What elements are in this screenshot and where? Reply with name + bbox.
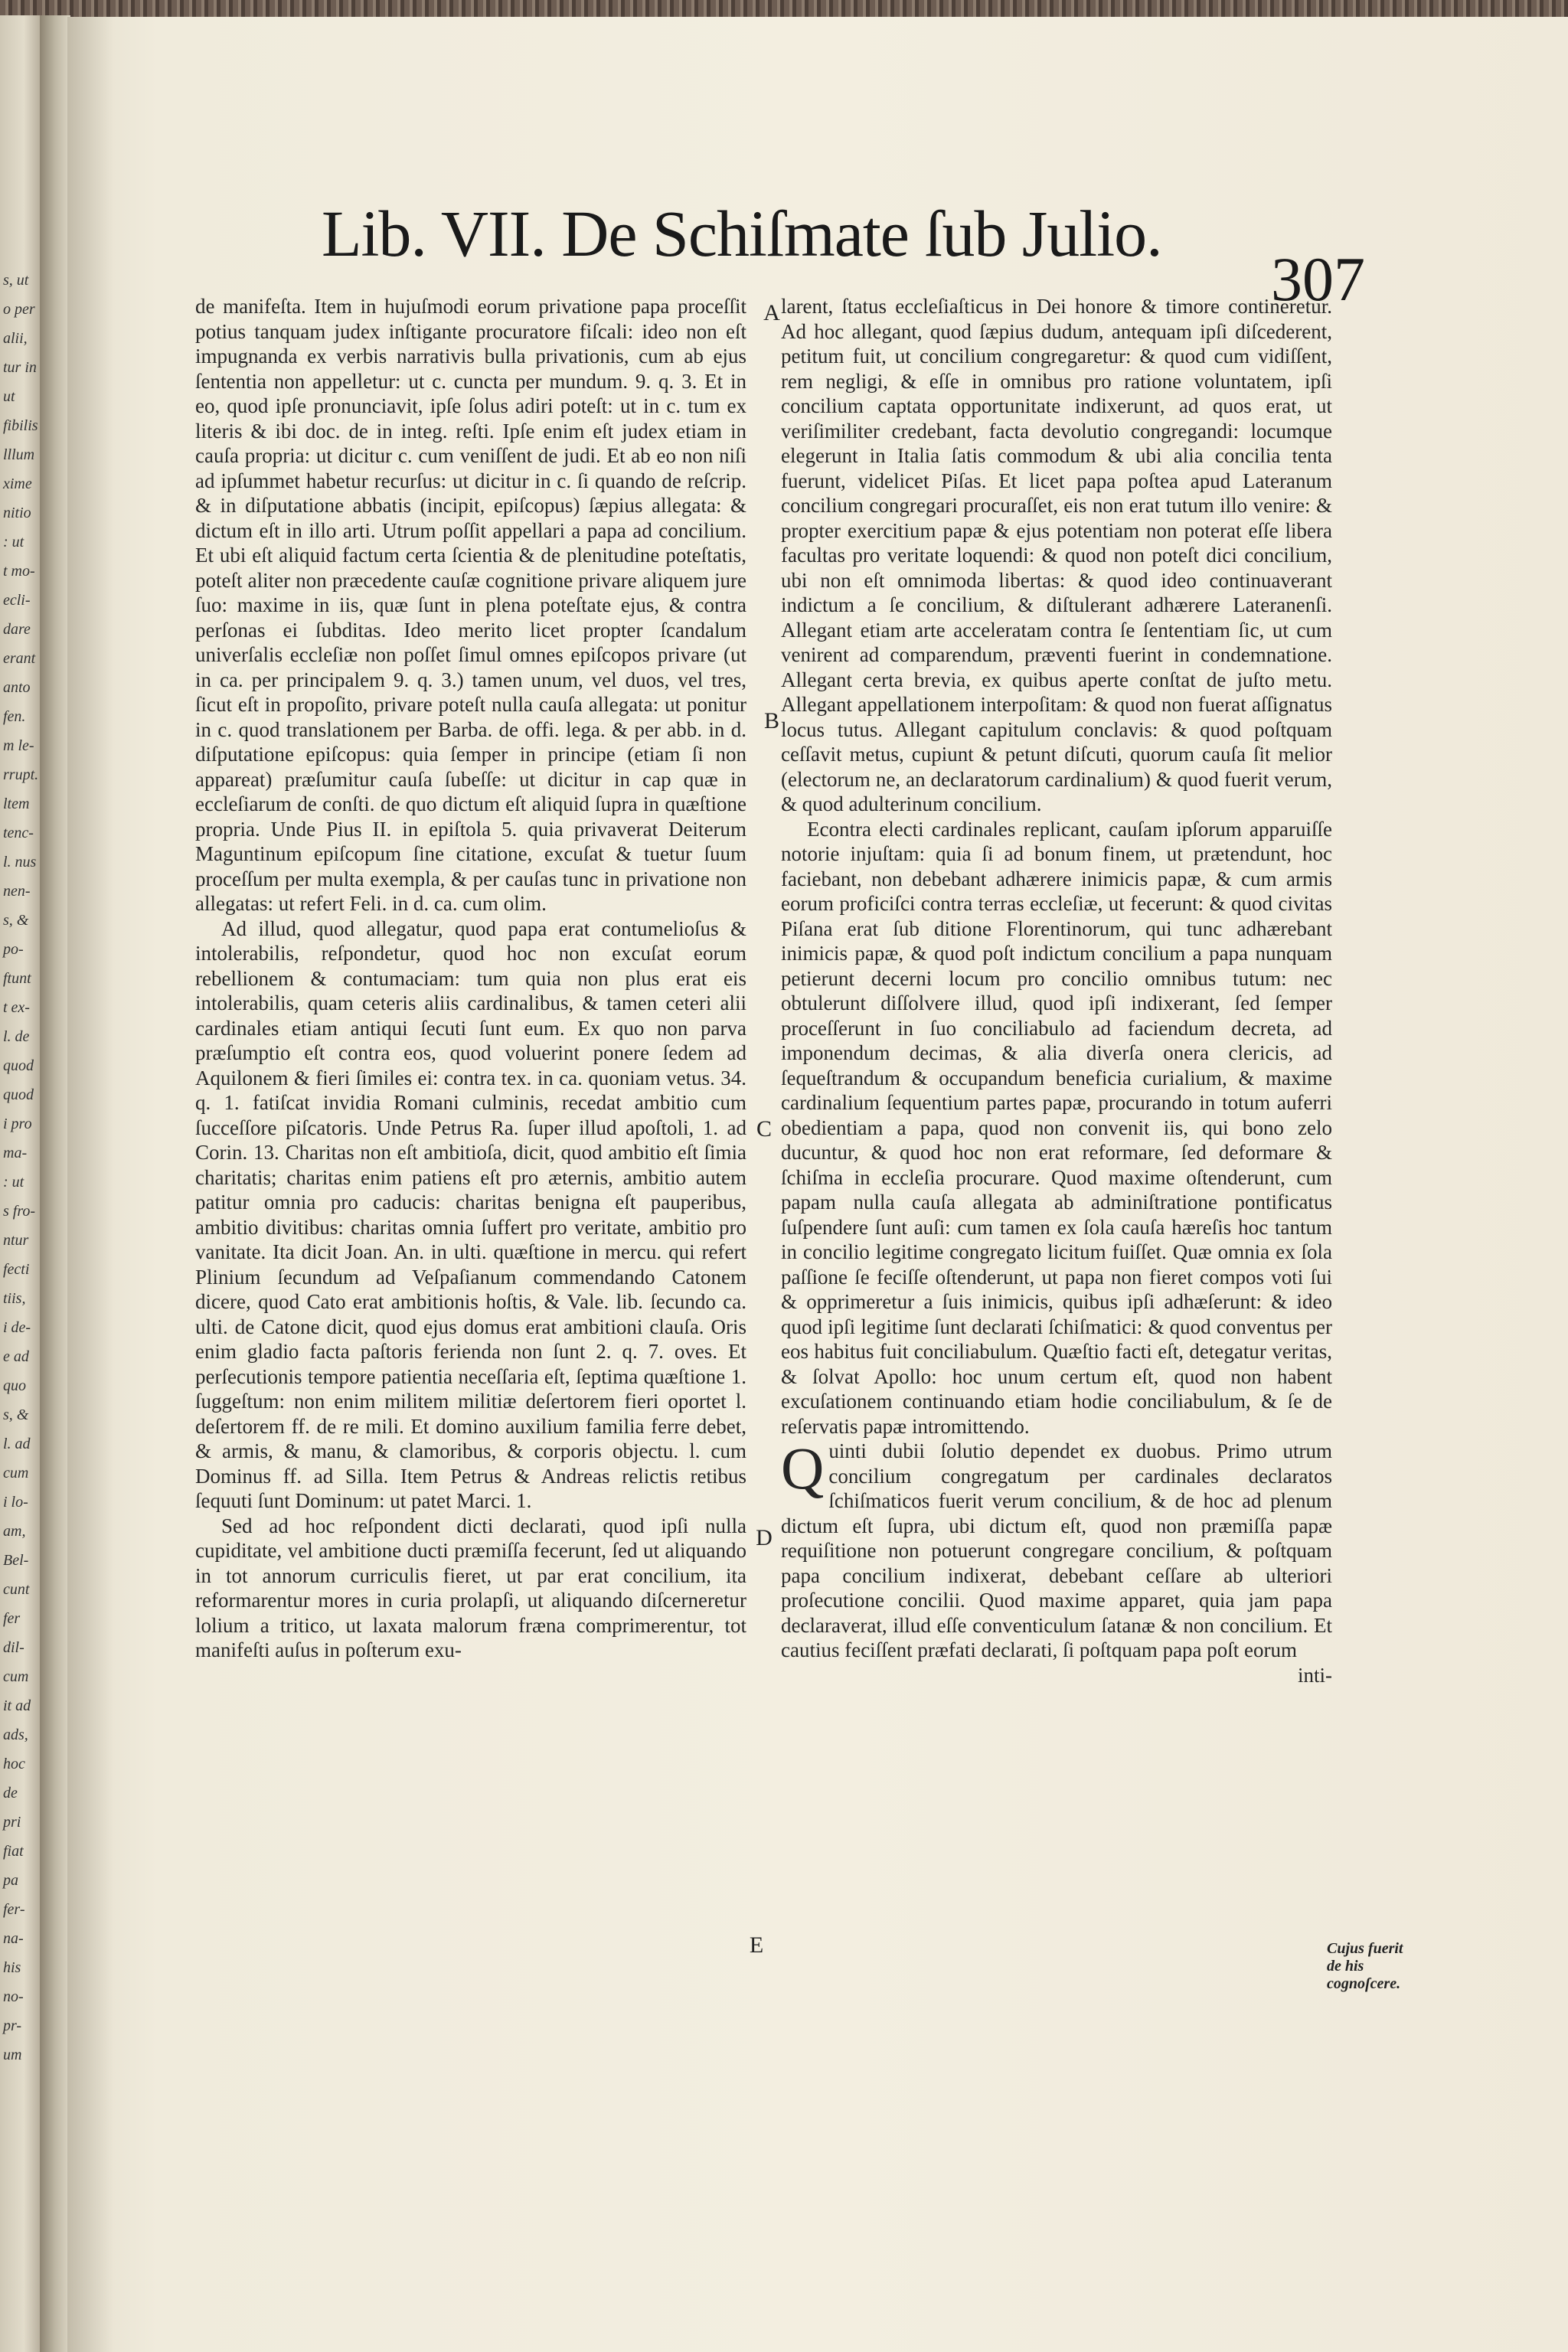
facing-page-fragment: fer — [3, 1610, 21, 1627]
facing-page-fragment: t mo- — [3, 563, 35, 580]
facing-page-fragment: lllum — [3, 446, 35, 463]
facing-page-fragment: quod — [3, 1086, 34, 1103]
page-number: 307 — [1271, 244, 1365, 314]
paragraph-with-dropcap — [781, 1435, 1332, 1663]
margin-letter-c: C — [756, 1116, 772, 1142]
facing-page-fragment: tenc- — [3, 825, 34, 841]
facing-page-fragment: Bel- — [3, 1552, 29, 1569]
facing-page-fragment: de — [3, 1785, 18, 1802]
facing-page-fragment: l. nus — [3, 854, 37, 871]
facing-page-fragment: it ad — [3, 1697, 31, 1714]
facing-page-fragment: po- — [3, 941, 24, 958]
facing-page-fragment: nitio — [3, 505, 31, 521]
facing-page-fragment: fibilis — [3, 417, 38, 434]
margin-letter-e: E — [749, 1932, 764, 1958]
facing-page-fragment: quod — [3, 1057, 34, 1074]
facing-page-fragment: cunt — [3, 1581, 30, 1598]
running-head: Lib. VII. De Schiſmate ſub Julio. — [322, 197, 1162, 270]
facing-page-fragment: anto — [3, 679, 31, 696]
facing-page-fragment: hoc — [3, 1756, 25, 1772]
facing-page-fragment: i pro — [3, 1116, 32, 1132]
paragraph-text: uinti dubii ſolutio dependet ex duobus. Primo utrum concilium congregatum per cardinales declaratos ſchiſmaticos fuerit verum concilium, & de hoc ad plenum dictum eſt ſupra, ubi dictum eſt, quod non præmiſſa papæ requiſitione non potuerunt congregare concilium, & poſtquam papa concilium indixerat, debebant ceſſare ab ulteriori proſecutione concilii. Quod maxime apparet, quia jam papa declaraverat, illud eſſe conventiculum ſatanæ & non concilium. Et cautius feciſſent præfati declarati, ſi poſtquam papa poſt eorum — [781, 1439, 1332, 1661]
left-text-column — [195, 294, 746, 2277]
facing-page-fragment: l. de — [3, 1028, 30, 1045]
catchword: inti- — [1298, 1663, 1332, 1687]
paragraph: Ad illud, quod allegatur, quod papa erat contumelioſus & intolerabilis, reſpondetur, quod hoc non excuſat eorum rebellionem & contumaciam: tum quia non plus erat eis intolerabilis, quam ceteris aliis cardinalibus, & tamen ceteri alii cardinales etiam antiqui ſecuti ſunt eum. Ex quo non parva præſumptio eſt contra eos, quod voluerint ponere ſedem ad Aquilonem & fieri ſimiles ei: contra tex. in ca. quoniam vetus. 34. q. 1. fatiſcat invidia Romani culminis, recedat ambitio cum ſucceſſore piſcatoris. Unde Petrus Ra. ſuper illud apoſtoli, 1. ad Corin. 13. Charitas non eſt ambitioſa, dicit, quod ambitio eſt ſimia charitatis; charitas enim patiens eſt pro æternis, ambitio autem patitur omnia pro caducis: charitas benigna eſt pauperibus, ambitio divitibus: charitas omnia ſuffert pro veritate, ambitio pro vanitate. Ita dicit Joan. An. in ulti. quæſtione in mercu. qui refert Plinium ſecundum ad Veſpaſianum commendando Catonem dicere, quod Cato erat ambitionis hoſtis, & Vale. lib. ſecundo ca. ulti. de Catone dicit, quod ejus domus erat ambitioni clauſa. Oris enim gladio facta paſtoris ferienda non ſunt 2. q. 7. oves. Et perſecutionis tempore patientia neceſſaria eſt, ſeptima quæſtione 1. ſuggeſtum: non enim militem militiæ deſertorem fieri oportet l. deſertorem ff. de re mili. Et domino auxilium familia ferre debet, & armis, & manu, & clamoribus, & corporis objectu. l. cum Dominus ff. ad Silla. Item Petrus & Andreas relictis retibus ſequuti ſunt Dominum: ut patet Marci. 1. — [195, 916, 746, 1512]
margin-letter-d: D — [756, 1525, 773, 1550]
facing-page-fragment: quo — [3, 1377, 26, 1394]
facing-page-fragment: e ad — [3, 1348, 29, 1365]
facing-page-fragment: xime — [3, 475, 32, 492]
facing-page-fragment: pa — [3, 1872, 18, 1889]
facing-page-fragment: fer- — [3, 1901, 25, 1918]
book-gutter — [40, 15, 70, 2352]
facing-page-fragment: dil- — [3, 1639, 24, 1656]
facing-page-fragment: : ut — [3, 534, 24, 550]
facing-page-fragment: erant — [3, 650, 36, 667]
facing-page-fragment: rrupt. — [3, 766, 39, 783]
facing-page-fragment: ads, — [3, 1726, 28, 1743]
facing-page-fragment: nen- — [3, 883, 31, 900]
facing-page-fragment: s, & — [3, 1406, 29, 1423]
facing-page-fragment: no- — [3, 1988, 24, 2005]
facing-page-fragment: ecli- — [3, 592, 31, 609]
facing-page-fragment: i de- — [3, 1319, 31, 1336]
marginal-note: Cujus fuerit de his cognoſcere. — [1327, 1940, 1403, 1992]
facing-page-fragment: ntur — [3, 1232, 29, 1249]
facing-page-fragment: pri — [3, 1814, 21, 1831]
facing-page-fragment: fecti — [3, 1261, 30, 1278]
paragraph: de manifeſta. Item in hujuſmodi eorum privatione papa proceſſit potius tanquam judex inſtigante procuratore fiſcali: ideo non eſt impugnanda ex verbis narrativis bulla privationis, cum ab ejus ſententia non appelletur: ut c. cuncta per mundum. 9. q. 3. Et in eo, quod ipſe pronunciavit, ipſe ſolus adiri poteſt: ut in c. tum ex literis & ibi doc. de in integ. reſti. Ipſe enim eſt judex etiam in cauſa propria: ut dicitur c. cum veniſſent de judi. Et ab eo non niſi ad ipſummet habetur recurſus: ut dicitur in c. ſi quando de reſcrip. & in diſputatione abbatis (incipit, epiſcopus) ſæpius allegata: & dictum eſt in illo arti. Utrum poſſit appellari a papa ad concilium. Et ubi eſt aliquid factum certa ſcientia & de plenitudine poteſtatis, poteſt aliter non præcedente cauſæ cognitione privare aliquem jure ſuo: maxime in iis, quæ ſunt in plena poteſtate ejus, & contra perſonas ei ſubditas. Ideo merito licet propter ſcandalum univerſalis eccleſiæ non poſſet ſimul omnes epiſcopos privare (ut in ca. per principalem 9. q. 3.) tamen unum, vel duos, vel tres, ſicut eſt in propoſito, privare poteſt nulla cauſa allegata: ut ponitur in c. quod translationem per Barba. de offi. lega. & per abb. in d. diſputatione epiſcopus: quia ſemper in principe (etiam ſi non appareat) præſumitur cauſa ſubeſſe: ut dicitur in cap quæ in eccleſiarum de conſti. de quo dictum eſt aliquid ſupra in quæſtione propria. Unde Pius II. in epiſtola 5. quia privaverat Deiterum Maguntinum epiſcopum ſine citatione, excuſat & tuetur ſuum proceſſum per multa exempla, & per cauſas tunc in privatione non allegatas: ut refert Feli. in d. ca. cum olim. — [195, 295, 746, 915]
facing-page-fragment: am, — [3, 1523, 26, 1540]
facing-page-fragment: fen. — [3, 708, 26, 725]
facing-page-fragment: fiat — [3, 1843, 24, 1860]
facing-page-fragment: cum — [3, 1465, 29, 1481]
facing-page-fragment: : ut — [3, 1174, 24, 1191]
facing-page-fragment: o per — [3, 301, 35, 318]
facing-page-fragment: tiis, — [3, 1290, 26, 1307]
margin-letter-a: A — [763, 300, 780, 325]
facing-page-fragment: s, ut — [3, 272, 29, 289]
facing-page-fragment: l. ad — [3, 1436, 31, 1452]
facing-page-fragment: m le- — [3, 737, 34, 754]
paragraph: Sed ad hoc reſpondent dicti declarati, quod ipſi nulla cupiditate, vel ambitione ducti præmiſſa fecerunt, ſed ut aliquando in tot annorum curriculis fieret, ut par erat concilium, ita reformarentur mores in curia prolapſi, ut aliquando diſcerneretur lolium a tritico, ut laxata malorum fræna comprimerentur, tot manifeſti auſus in poſterum exu- — [195, 1514, 746, 1661]
facing-page-fragment: s, & — [3, 912, 29, 929]
facing-page-fragment: s fro- — [3, 1203, 36, 1220]
facing-page-fragment: ma- — [3, 1145, 28, 1161]
right-text-column — [781, 294, 1332, 2277]
facing-page-fragment: ftunt — [3, 970, 31, 987]
facing-page-fragment: um — [3, 2047, 22, 2063]
facing-page-fragment: cum — [3, 1668, 29, 1685]
facing-page-fragment: his — [3, 1959, 21, 1976]
facing-page-edge — [0, 15, 40, 2352]
margin-letter-b: B — [763, 708, 779, 733]
page-curve-shadow — [67, 17, 113, 2352]
facing-page-fragment: na- — [3, 1930, 24, 1947]
facing-page-fragment: ltem — [3, 795, 30, 812]
facing-page-fragment: dare — [3, 621, 31, 638]
facing-page-fragment: ut — [3, 388, 15, 405]
facing-page-fragment: t ex- — [3, 999, 30, 1016]
facing-page-fragment: tur in — [3, 359, 37, 376]
facing-page-fragment: i lo- — [3, 1494, 28, 1511]
paragraph: Econtra electi cardinales replicant, cauſam ipſorum apparuiſſe notorie injuſtam: quia ſi ad bonum finem, ut prætendunt, hoc faciebant, non debebant adhærere inimicis papæ, & cum armis eorum proficiſci contra terras eccleſiæ, ut fecerunt: & quod civitas Piſana erat ſub ditione Florentinorum, qui tunc adhærebant inimicis papæ, & quod poſt indictum concilium a papa nunquam petierunt decerni locum pro concilio omnibus tutum: nec obtulerunt diſſolvere illud, quod ipſi indixerant, ſed ſemper proceſſerunt in ſuo conciliabulo ad faciendum decreta, ad imponendum decimas, & alia diverſa onera clericis, ad ſequeſtrandum & occupandum beneficia curialium, & maxime cardinalium ſequentium partes papæ, procurando in totum auferri obedientiam a papa, quod non convenit iis, qui bono zelo ducuntur, & quod hoc non erat reformare, ſed deformare & ſchiſma in eccleſia procurare. Quod maxime oſtenderunt, cum papam nulla cauſa allegata ab adminiſtratione pontificatus ſuſpendere ſunt auſi: cum tamen ex ſola cauſa hæreſis hoc tantum in concilio legitime congregato licitum fuiſſet. Quæ omnia ex ſola paſſione ſe feciſſe oſtenderunt, ut papa non fieret compos voti ſui & opprimeretur a ſuis inimicis, quibus ipſi adhæſerunt: & ideo quod ipſi legitime ſunt declarati ſchiſmatici: & quod conventus per eos habitus fuit conciliabulum. Quæſtio facti eſt, detegatur veritas, & ſolvat Apollo: hoc unum certum eſt, quod non habent excuſationem continuando etiam hodie conciliabulum, & ſe de reſervatis papæ intromittendo. — [781, 817, 1332, 1438]
facing-page-fragment: alii, — [3, 330, 28, 347]
drop-cap: Q — [781, 1435, 825, 1501]
facing-page-fragment: pr- — [3, 2017, 22, 2034]
paragraph: larent, ſtatus eccleſiaſticus in Dei honore & timore contineretur. Ad hoc allegant, quod ſæpius dudum, antequam ipſi diſcederent, petitum fuit, ut concilium congregaretur: & quod cum vidiſſent, rem negligi, & eſſe in omnibus pro ratione voluntatem, ipſi concilium captata opportunitate indixerunt, ad quos erat, ut veriſimiliter credebant, facta devolutio congregandi: locumque elegerunt in Italia ſatis commodum & ubi alia concilia tenta fuerunt, videlicet Piſas. Et licet papa poſtea apud Lateranum concilium congregari procuraſſet, eis non erat tutum illo venire: & propter exercitium papæ & ejus potentiam non poterat eſſe libera facultas pro veritate loquendi: & quod non poteſt dici concilium, ubi non eſt omnimoda libertas: & quod ideo continuaverant indictum a ſe concilium, & diſtulerant adhærere Lateranenſi. Allegant etiam arte acceleratam contra ſe ſententiam ſic, ut cum venirent ad comparendum, præventi fuerint in condemnatione. Allegant certa brevia, ex quibus aperte conſtat de juſto metu. Allegant appellationem interpoſitam: & quod non fuerat aſſignatus locus tutus. Allegant capitulum conclavis: & quod poſtquam ceſſavit metus, cupiunt & petunt diſcuti, quorum cauſa ſit melior (electorum ne, an declaratorum cardinalium) & quod fuerit verum, & quod adulterinum concilium. — [781, 295, 1332, 815]
